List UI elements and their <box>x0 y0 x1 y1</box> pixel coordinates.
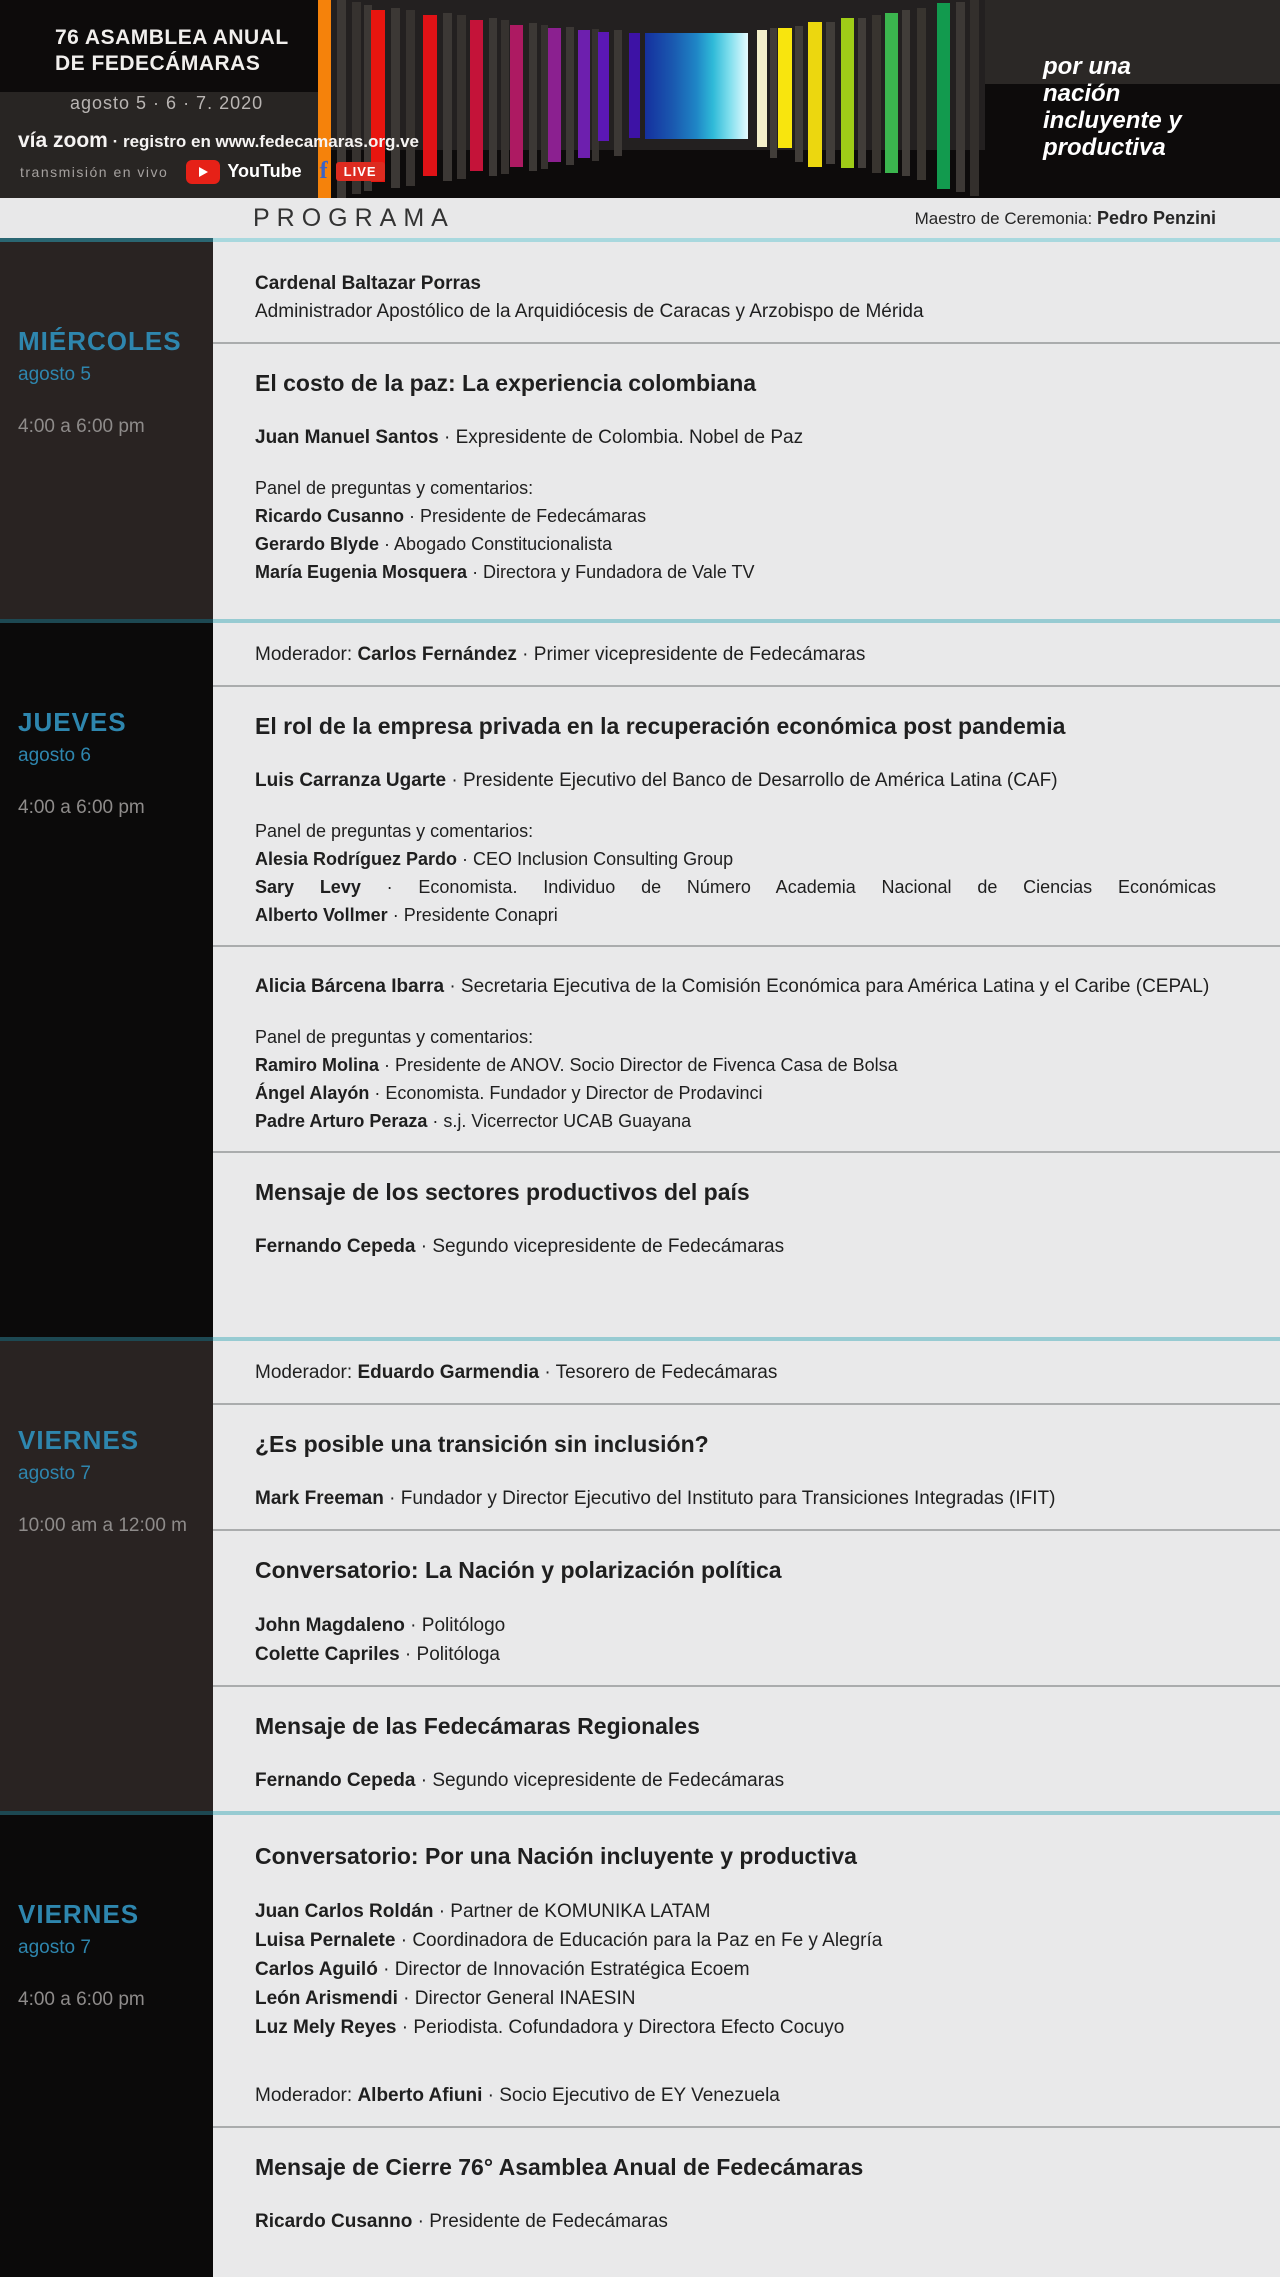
speaker-name: Alesia Rodríguez Pardo <box>255 849 458 869</box>
banner-color-bar <box>598 32 609 141</box>
day-date: agosto 7 <box>18 1937 91 1958</box>
speaker-name: Alberto Vollmer <box>255 905 388 925</box>
speaker-name: Luisa Pernalete <box>255 1930 396 1951</box>
banner-color-bar <box>510 25 523 167</box>
day-label <box>18 1899 213 2011</box>
session-content <box>213 1815 1280 2277</box>
banner-color-bar <box>629 33 640 138</box>
speaker-name: Ricardo Cusanno <box>255 506 405 526</box>
session-block <box>0 242 1280 619</box>
banner-color-bar <box>614 30 622 156</box>
registration-line <box>18 129 419 153</box>
panelist-row: Alberto Vollmer · Presidente Conapri <box>255 905 558 925</box>
day-label <box>18 326 213 438</box>
row-divider <box>213 685 1280 687</box>
speaker-name: Colette Capriles <box>255 1644 400 1665</box>
tagline-line: por una <box>1043 53 1131 80</box>
row-divider <box>213 945 1280 947</box>
banner-color-bar <box>391 8 400 188</box>
moderator-row: Moderador: Eduardo Garmendia · Tesorero de Fedecámaras <box>255 1362 778 1383</box>
banner-color-bar <box>501 20 509 174</box>
day-label <box>18 707 213 819</box>
zoom-label: vía zoom <box>18 129 108 152</box>
session-heading: ¿Es posible una transición sin inclusión? <box>255 1431 709 1457</box>
session-sidebar <box>0 1815 213 2277</box>
banner-color-bar <box>841 18 854 168</box>
speaker-row: Luis Carranza Ugarte · Presidente Ejecutivo del Banco de Desarrollo de América Latina (CAF) <box>255 770 1058 791</box>
speaker-name: Luis Carranza Ugarte <box>255 770 447 791</box>
event-title-line1: 76 ASAMBLEA ANUAL <box>55 26 289 49</box>
banner-color-bar <box>956 2 965 192</box>
banner-color-bar <box>371 10 385 182</box>
session-block <box>0 623 1280 1337</box>
speaker-name: Carlos Aguiló <box>255 1959 378 1980</box>
master-of-ceremony <box>915 208 1280 229</box>
speaker-row: Fernando Cepeda · Segundo vicepresidente de Fedecámaras <box>255 1236 785 1257</box>
speaker-row: Juan Carlos Roldán · Partner de KOMUNIKA LATAM <box>255 1901 711 1922</box>
speaker-role: Administrador Apostólico de la Arquidiócesis de Caracas y Arzobispo de Mérida <box>255 301 924 322</box>
banner-color-bar <box>917 8 926 180</box>
speaker-row <box>213 270 1280 326</box>
banner-color-bar <box>578 30 590 158</box>
day-time: 4:00 a 6:00 pm <box>18 797 145 818</box>
qa-panel <box>213 474 1280 586</box>
panelist-row: Padre Arturo Peraza · s.j. Vicerrector UCAB Guayana <box>255 1111 692 1131</box>
speaker-row: Alicia Bárcena Ibarra · Secretaria Ejecutiva de la Comisión Económica para América Latina y el Caribe (CEPAL) <box>255 976 1210 997</box>
qa-panel <box>213 1023 1280 1135</box>
moderator-row: Moderador: Alberto Afiuni · Socio Ejecutivo de EY Venezuela <box>255 2085 780 2106</box>
banner-color-bar <box>885 13 898 173</box>
panelist-row: Ricardo Cusanno · Presidente de Fedecámaras <box>255 506 647 526</box>
speaker-name: Luz Mely Reyes <box>255 2017 397 2038</box>
speaker-name: Sary Levy <box>255 877 361 897</box>
row-divider <box>213 342 1280 344</box>
session-sidebar <box>0 242 213 619</box>
qa-panel <box>213 817 1280 929</box>
event-banner <box>0 0 1280 198</box>
day-name: VIERNES <box>18 1899 140 1929</box>
banner-color-bar <box>937 3 950 189</box>
row-divider <box>213 1151 1280 1153</box>
row-divider <box>213 1685 1280 1687</box>
live-badge: LIVE <box>336 162 385 181</box>
speaker-row: John Magdaleno · Politólogo <box>255 1615 506 1636</box>
day-label <box>18 1425 213 1537</box>
speaker-name: Ramiro Molina <box>255 1055 380 1075</box>
session-block <box>0 1341 1280 1811</box>
session-sidebar <box>0 623 213 1337</box>
session-heading: El costo de la paz: La experiencia colombiana <box>255 370 757 396</box>
program-title: PROGRAMA <box>253 203 455 232</box>
banner-blue-panel <box>645 33 748 139</box>
program-header-bar <box>0 198 1280 238</box>
tagline-line: incluyente y <box>1043 107 1182 134</box>
session-heading: Mensaje de Cierre 76° Asamblea Anual de Fedecámaras <box>255 2154 864 2180</box>
facebook-f-icon: f <box>319 158 328 184</box>
speaker-name: María Eugenia Mosquera <box>255 562 468 582</box>
registration-url-text: · registro en www.fedecamaras.org.ve <box>107 132 420 151</box>
banner-color-bar <box>902 10 910 176</box>
qa-panel-label: Panel de preguntas y comentarios: <box>255 1027 534 1047</box>
speaker-name: León Arismendi <box>255 1988 398 2009</box>
session-block <box>0 1815 1280 2277</box>
speaker-row: Juan Manuel Santos · Expresidente de Colombia. Nobel de Paz <box>255 427 804 448</box>
banner-color-bar <box>406 10 415 186</box>
session-heading: Mensaje de los sectores productivos del país <box>255 1179 750 1205</box>
banner-color-bar <box>757 30 767 147</box>
panelist-row: Ramiro Molina · Presidente de ANOV. Socio Director de Fivenca Casa de Bolsa <box>255 1055 898 1075</box>
speaker-row: Ricardo Cusanno · Presidente de Fedecámaras <box>255 2211 668 2232</box>
moderator-name: Eduardo Garmendia <box>357 1362 540 1383</box>
row-divider <box>213 2126 1280 2128</box>
tagline-line: productiva <box>1043 134 1166 161</box>
day-name: JUEVES <box>18 707 127 737</box>
youtube-logo <box>186 160 301 184</box>
session-heading: Conversatorio: La Nación y polarización política <box>255 1557 782 1583</box>
day-time: 10:00 am a 12:00 m <box>18 1515 187 1536</box>
qa-panel-label: Panel de preguntas y comentarios: <box>255 478 534 498</box>
live-stream-label: transmisión en vivo <box>20 163 169 180</box>
speaker-row: León Arismendi · Director General INAESIN <box>255 1988 636 2009</box>
panelist-row: Gerardo Blyde · Abogado Constitucionalista <box>255 534 613 554</box>
banner-color-bar <box>423 15 437 176</box>
sessions <box>0 242 1280 2277</box>
speaker-list <box>213 1897 1280 2042</box>
session-content <box>213 623 1280 1337</box>
speaker-name: Fernando Cepeda <box>255 1236 416 1257</box>
row-divider <box>213 1403 1280 1405</box>
moderator-name: Carlos Fernández <box>357 644 517 665</box>
speaker-name: Juan Carlos Roldán <box>255 1901 434 1922</box>
panelist-row: Ángel Alayón · Economista. Fundador y Director de Prodavinci <box>255 1083 763 1103</box>
moderator-name: Alberto Afiuni <box>357 2085 483 2106</box>
session-heading: Mensaje de las Fedecámaras Regionales <box>255 1713 700 1739</box>
banner-color-bar <box>795 26 803 162</box>
row-divider <box>213 1529 1280 1531</box>
session-content <box>213 242 1280 619</box>
speaker-row: Luisa Pernalete · Coordinadora de Educación para la Paz en Fe y Alegría <box>255 1930 883 1951</box>
banner-color-bar <box>826 22 835 164</box>
speaker-row: Carlos Aguiló · Director de Innovación Estratégica Ecoem <box>255 1959 750 1980</box>
speaker-name: John Magdaleno <box>255 1615 405 1636</box>
banner-color-bar <box>470 20 483 171</box>
tagline-line: nación <box>1043 80 1121 107</box>
qa-panel-label: Panel de preguntas y comentarios: <box>255 821 534 841</box>
moderator-row: Moderador: Carlos Fernández · Primer vicepresidente de Fedecámaras <box>255 644 866 665</box>
banner-color-bar <box>457 15 466 179</box>
day-date: agosto 6 <box>18 745 91 766</box>
event-dates: agosto 5 · 6 · 7. 2020 <box>70 93 264 113</box>
banner-color-bar <box>443 13 452 181</box>
youtube-wordmark: YouTube <box>227 161 302 181</box>
speaker-name: Juan Manuel Santos <box>255 427 439 448</box>
panelist-row: Alesia Rodríguez Pardo · CEO Inclusion Consulting Group <box>255 849 734 869</box>
mc-name: Pedro Penzini <box>1096 207 1216 228</box>
speaker-name: Alicia Bárcena Ibarra <box>255 976 445 997</box>
banner-color-bar <box>778 28 792 148</box>
speaker-name: Gerardo Blyde <box>255 534 380 554</box>
banner-color-bar <box>529 23 537 171</box>
session-content <box>213 1341 1280 1811</box>
mc-label: Maestro de Ceremonia: <box>914 208 1097 228</box>
facebook-live-logo <box>320 158 385 185</box>
live-stream-row <box>20 158 385 185</box>
event-title-line2: DE FEDECÁMARAS <box>55 52 261 75</box>
day-time: 4:00 a 6:00 pm <box>18 416 145 437</box>
banner-color-bar <box>489 18 497 176</box>
speaker-name: Ricardo Cusanno <box>255 2211 413 2232</box>
speaker-row: Mark Freeman · Fundador y Director Ejecutivo del Instituto para Transiciones Integradas (IFIT) <box>255 1488 1056 1509</box>
banner-color-bar <box>770 28 777 158</box>
speaker-list <box>213 1611 1280 1669</box>
banner-color-bar <box>970 0 979 196</box>
youtube-play-icon <box>186 160 220 184</box>
banner-color-bar <box>872 15 881 173</box>
day-date: agosto 7 <box>18 1463 91 1484</box>
speaker-row: Colette Capriles · Politóloga <box>255 1644 500 1665</box>
day-name: VIERNES <box>18 1425 140 1455</box>
banner-color-bar <box>808 22 822 167</box>
panelist-row: Sary Levy · Economista. Individuo de Número Academia Nacional de Ciencias Económicas <box>255 877 1216 897</box>
day-date: agosto 5 <box>18 364 91 385</box>
speaker-name: Ángel Alayón <box>255 1083 370 1103</box>
speaker-name: Fernando Cepeda <box>255 1770 416 1791</box>
day-name: MIÉRCOLES <box>18 326 182 356</box>
event-tagline <box>1043 53 1182 161</box>
day-time: 4:00 a 6:00 pm <box>18 1989 145 2010</box>
banner-color-bar <box>548 28 561 162</box>
panelist-row: María Eugenia Mosquera · Directora y Fundadora de Vale TV <box>255 562 755 582</box>
session-heading: Conversatorio: Por una Nación incluyente y productiva <box>255 1843 857 1869</box>
banner-color-bar <box>566 27 574 165</box>
speaker-row: Luz Mely Reyes · Periodista. Cofundadora y Directora Efecto Cocuyo <box>255 2017 845 2038</box>
speaker-name: Mark Freeman <box>255 1488 384 1509</box>
speaker-name: Cardenal Baltazar Porras <box>255 273 481 294</box>
session-sidebar <box>0 1341 213 1811</box>
session-heading: El rol de la empresa privada en la recuperación económica post pandemia <box>255 713 1066 739</box>
speaker-row: Fernando Cepeda · Segundo vicepresidente de Fedecámaras <box>255 1770 785 1791</box>
banner-color-bar <box>541 25 548 169</box>
banner-color-bar <box>858 18 866 168</box>
speaker-name: Padre Arturo Peraza <box>255 1111 428 1131</box>
